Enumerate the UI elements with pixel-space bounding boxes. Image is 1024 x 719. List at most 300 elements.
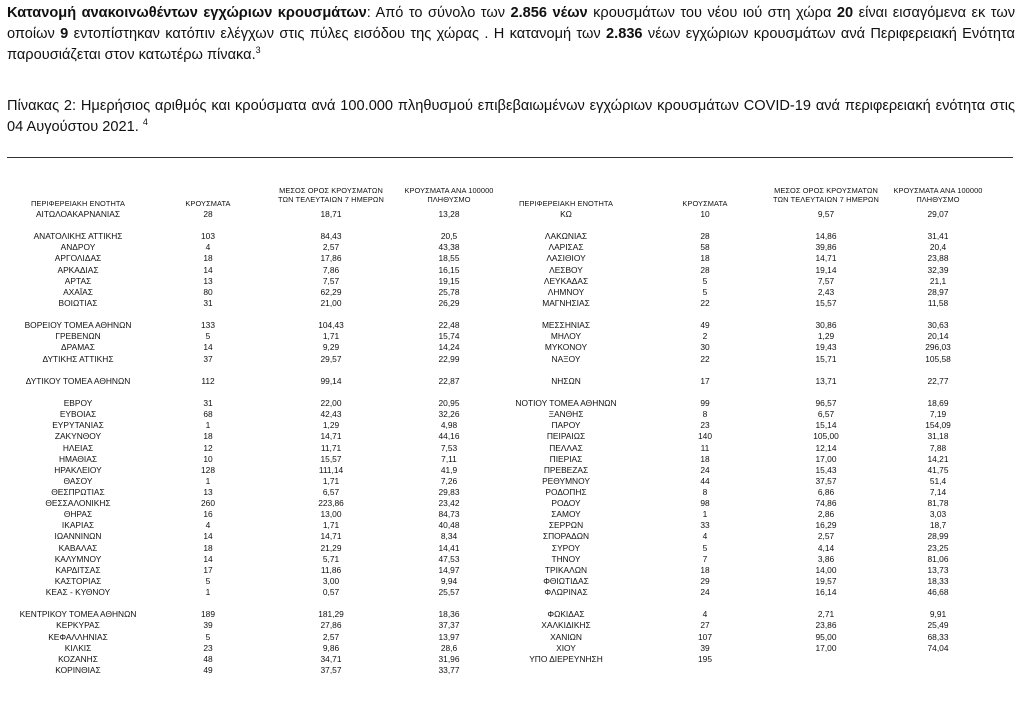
table-row [0, 633, 1024, 642]
right-region-name: ΛΕΥΚΑΔΑΣ [543, 275, 589, 286]
right-region-name: ΛΑΡΙΣΑΣ [548, 242, 584, 253]
left-cases-value: 13 [203, 487, 213, 497]
left-region-name: ΒΟΡΕΙΟΥ ΤΟΜΕΑ ΑΘΗΝΩΝ [24, 320, 132, 331]
right-cases-value: 28 [700, 231, 710, 242]
left-cases-value: 112 [201, 375, 215, 386]
left-region-name: ΚΑΣΤΟΡΙΑΣ [54, 575, 102, 586]
right-cases-value: 22 [700, 353, 710, 364]
left-cases-value: 10 [203, 453, 213, 464]
left-cases-value: 14 [203, 553, 213, 564]
right-region-name: ΠΙΕΡΙΑΣ [549, 453, 583, 464]
intro-text-4: εντοπίστηκαν κατόπιν ελέγχων στις πύλες εισόδου της χώρας . Η κατανομή των [68, 26, 607, 42]
right-cases-value: 5 [702, 542, 708, 553]
left-cases-value: 28 [203, 209, 213, 219]
right-cases-value: 4 [702, 609, 708, 620]
right-region-name: ΜΗΛΟΥ [550, 331, 582, 342]
table-row [0, 321, 1024, 330]
right-region-name: ΦΘΙΩΤΙΔΑΣ [543, 575, 589, 586]
table-row [0, 232, 1024, 241]
right-avg7-value: 17,00 [815, 453, 837, 464]
left-region-name: ΕΒΡΟΥ [63, 398, 93, 409]
right-region-name: ΜΕΣΣΗΝΙΑΣ [541, 320, 591, 331]
left-per100k-value: 28,6 [440, 642, 458, 653]
table-row [0, 355, 1024, 364]
right-per100k-value: 105,58 [925, 353, 951, 364]
right-avg7-value: 15,57 [815, 297, 837, 308]
left-per100k-value: 15,74 [438, 331, 460, 342]
left-cases-value: 68 [203, 409, 213, 420]
right-region-name: ΥΠΟ ΔΙΕΡΕΥΝΗΣΗ [529, 653, 603, 664]
right-per100k-value: 30,63 [927, 320, 949, 331]
right-per100k-value: 29,07 [927, 209, 949, 219]
right-avg7-value: 37,57 [815, 475, 837, 486]
right-per100k-value: 3,03 [929, 509, 947, 520]
right-avg7-value: 19,57 [815, 575, 837, 586]
right-avg7-value: 15,14 [815, 420, 837, 431]
left-per100k-value: 84,73 [438, 509, 460, 520]
left-avg7-value: 11,86 [320, 564, 342, 575]
right-cases-value: 10 [700, 209, 710, 219]
left-avg7-value: 2,57 [322, 242, 340, 253]
table-row [0, 210, 1024, 219]
left-per100k-value: 19,15 [438, 275, 460, 286]
table-row [0, 455, 1024, 464]
left-per100k-value: 40,48 [438, 520, 460, 531]
right-cases-value: 8 [702, 487, 708, 497]
table-row [0, 544, 1024, 553]
table-row [0, 510, 1024, 519]
left-avg7-value: 13,00 [320, 509, 342, 520]
right-avg7-value: 6,86 [817, 487, 835, 497]
right-avg7-value: 16,14 [815, 587, 837, 598]
right-cases-value: 107 [698, 631, 712, 642]
left-cases-value: 49 [203, 664, 213, 675]
right-avg7-value: 1,29 [817, 331, 835, 342]
left-avg7-value: 1,29 [322, 420, 340, 431]
right-per100k-value: 31,18 [927, 431, 949, 442]
right-avg7-value: 6,57 [817, 409, 835, 420]
left-region-name: ΕΥΡΥΤΑΝΙΑΣ [52, 420, 104, 431]
left-per100k-value: 37,37 [438, 620, 460, 631]
left-avg7-value: 1,71 [322, 331, 340, 342]
right-cases-value: 28 [700, 264, 710, 275]
left-avg7-value: 11,71 [320, 442, 342, 453]
right-per100k-value: 81,78 [927, 498, 949, 509]
table-row [0, 621, 1024, 630]
right-per100k-value: 51,4 [929, 475, 947, 486]
left-region-name: ΔΥΤΙΚΗΣ ΑΤΤΙΚΗΣ [42, 353, 114, 364]
table-row [0, 577, 1024, 586]
left-avg7-value: 0,57 [322, 587, 340, 598]
right-region-name: ΠΡΕΒΕΖΑΣ [543, 464, 589, 475]
left-avg7-value: 18,71 [320, 209, 342, 219]
right-avg7-value: 12,14 [815, 442, 837, 453]
left-avg7-value: 62,29 [320, 286, 342, 297]
right-cases-value: 29 [700, 575, 710, 586]
left-avg7-value: 17,86 [320, 253, 342, 264]
table-row [0, 566, 1024, 575]
right-region-name: ΣΥΡΟΥ [551, 542, 581, 553]
right-per100k-value: 31,41 [927, 231, 949, 242]
right-region-name: ΧΑΛΚΙΔΙΚΗΣ [541, 620, 591, 631]
right-per100k-value: 13,73 [927, 564, 949, 575]
left-per100k-value: 25,78 [438, 286, 460, 297]
right-per100k-value: 154,09 [925, 420, 951, 431]
right-cases-value: 7 [702, 553, 708, 564]
left-cases-value: 18 [203, 431, 213, 442]
left-per100k-value: 22,48 [438, 320, 460, 331]
table-row [0, 410, 1024, 419]
right-region-name: ΜΥΚΟΝΟΥ [544, 342, 588, 353]
right-cases-value: 1 [702, 509, 708, 520]
left-per100k-value: 9,94 [440, 575, 458, 586]
left-region-name: ΗΛΕΙΑΣ [62, 442, 94, 453]
right-per100k-value: 23,88 [927, 253, 949, 264]
right-avg7-value: 17,00 [815, 642, 837, 653]
right-per100k-value: 14,21 [927, 453, 949, 464]
right-region-name: ΧΑΝΙΩΝ [550, 631, 582, 642]
left-region-name: ΙΚΑΡΙΑΣ [61, 520, 95, 531]
right-avg7-value: 19,43 [815, 342, 837, 353]
table-row [0, 444, 1024, 453]
header-per100k-right [863, 186, 1013, 204]
left-region-name: ΘΑΣΟΥ [63, 475, 93, 486]
left-avg7-value: 84,43 [320, 231, 342, 242]
left-avg7-value: 99,14 [320, 375, 342, 386]
left-region-name: ΔΡΑΜΑΣ [61, 342, 95, 353]
table-row [0, 532, 1024, 541]
right-region-name: ΜΑΓΝΗΣΙΑΣ [542, 297, 590, 308]
table-row [0, 466, 1024, 475]
table-row [0, 277, 1024, 286]
right-cases-value: 58 [700, 242, 710, 253]
right-per100k-value: 32,39 [927, 264, 949, 275]
right-per100k-value: 21,1 [929, 275, 947, 286]
table-row [0, 288, 1024, 297]
table-row [0, 610, 1024, 619]
left-cases-value: 1 [205, 420, 211, 431]
left-cases-value: 48 [203, 653, 213, 664]
right-per100k-value: 11,58 [927, 297, 949, 308]
left-cases-value: 31 [203, 398, 213, 409]
left-avg7-value: 2,57 [322, 631, 340, 642]
left-per100k-value: 13,97 [438, 631, 460, 642]
left-region-name: ΒΟΙΩΤΙΑΣ [58, 297, 98, 308]
left-region-name: ΚΕΝΤΡΙΚΟΥ ΤΟΜΕΑ ΑΘΗΝΩΝ [19, 609, 137, 620]
table-row [0, 666, 1024, 675]
right-region-name: ΣΕΡΡΩΝ [548, 520, 584, 531]
right-cases-value: 5 [702, 286, 708, 297]
left-cases-value: 133 [201, 320, 215, 331]
table-row [0, 254, 1024, 263]
left-region-name: ΚΟΡΙΝΘΙΑΣ [55, 664, 101, 675]
left-cases-value: 5 [205, 331, 211, 342]
left-avg7-value: 7,86 [322, 264, 340, 275]
left-region-name: ΚΑΛΥΜΝΟΥ [54, 553, 102, 564]
left-per100k-value: 8,34 [440, 531, 458, 542]
right-cases-value: 4 [702, 531, 708, 542]
right-cases-value: 30 [700, 342, 710, 353]
right-per100k-value: 20,4 [929, 242, 947, 253]
left-per100k-value: 47,53 [438, 553, 460, 564]
table-caption [7, 96, 1015, 138]
right-cases-value: 39 [700, 642, 710, 653]
left-avg7-value: 14,71 [320, 431, 342, 442]
right-per100k-value: 68,33 [927, 631, 949, 642]
intro-text-5: νέων εγχώριων κρουσμάτων ανά Περιφερειακή Ενότητα παρουσιάζεται στον κατωτέρω πίνακα. [7, 26, 1015, 63]
right-avg7-value: 2,43 [817, 286, 835, 297]
right-per100k-value: 41,75 [927, 464, 949, 475]
left-per100k-value: 25,57 [438, 587, 460, 598]
table-row [0, 488, 1024, 497]
header-per100k-left-line: ΚΡΟΥΣΜΑΤΑ ΑΝΑ 100000 [404, 186, 494, 195]
right-avg7-value: 9,57 [817, 209, 835, 219]
left-cases-value: 18 [203, 542, 213, 553]
left-cases-value: 5 [205, 575, 211, 586]
right-cases-value: 22 [700, 297, 710, 308]
left-cases-value: 39 [203, 620, 213, 631]
intro-text-2: κρουσμάτων του νέου ιού στη χώρα [587, 5, 837, 21]
left-per100k-value: 18,55 [438, 253, 460, 264]
left-cases-value: 31 [203, 297, 213, 308]
intro-heading: Κατανομή ανακοινωθέντων εγχώριων κρουσμάτων [7, 5, 367, 21]
left-region-name: ΑΡΚΑΔΙΑΣ [57, 264, 99, 275]
right-cases-value: 5 [702, 275, 708, 286]
left-avg7-value: 9,86 [322, 642, 340, 653]
left-per100k-value: 14,97 [438, 564, 460, 575]
right-per100k-value: 46,68 [927, 587, 949, 598]
left-avg7-value: 37,57 [320, 664, 342, 675]
right-avg7-value: 30,86 [815, 320, 837, 331]
right-region-name: ΝΑΞΟΥ [551, 353, 581, 364]
right-region-name: ΧΙΟΥ [556, 642, 576, 653]
left-per100k-value: 33,77 [438, 664, 460, 675]
right-per100k-value: 28,97 [927, 286, 949, 297]
left-region-name: ΗΜΑΘΙΑΣ [58, 453, 98, 464]
left-cases-value: 23 [203, 642, 213, 653]
left-per100k-value: 29,83 [438, 487, 460, 497]
left-avg7-value: 7,57 [322, 275, 340, 286]
right-region-name: ΠΕΛΛΑΣ [549, 442, 583, 453]
left-cases-value: 14 [203, 531, 213, 542]
right-avg7-value: 7,57 [817, 275, 835, 286]
left-cases-value: 4 [205, 242, 211, 253]
right-avg7-value: 2,71 [817, 609, 835, 620]
right-cases-value: 140 [698, 431, 712, 442]
caption-text: Πίνακας 2: Ημερήσιος αριθμός και κρούσματα ανά 100.000 πληθυσμού επιβεβαιωμένων εγχώριων κρουσμάτων COVID-19 ανά περιφερειακή ενότητα στις 04 Αυγούστου 2021. [7, 98, 1015, 135]
table-top-rule [7, 157, 1013, 158]
header-cases-left-line: ΚΡΟΥΣΜΑΤΑ [185, 199, 231, 208]
right-avg7-value: 105,00 [813, 431, 839, 442]
left-region-name: ΚΕΡΚΥΡΑΣ [56, 620, 100, 631]
left-cases-value: 18 [203, 253, 213, 264]
left-avg7-value: 181,29 [318, 609, 344, 620]
right-cases-value: 195 [698, 653, 712, 664]
header-per100k-left-line: ΠΛΗΘΥΣΜΟ [427, 195, 471, 204]
table-row [0, 243, 1024, 252]
left-avg7-value: 22,00 [320, 398, 342, 409]
right-cases-value: 2 [702, 331, 708, 342]
right-region-name: ΣΑΜΟΥ [551, 509, 581, 520]
left-cases-value: 13 [203, 275, 213, 286]
right-cases-value: 24 [700, 587, 710, 598]
left-cases-value: 14 [203, 264, 213, 275]
intro-bold-1: 2.856 νέων [510, 5, 588, 21]
intro-text-3: είναι εισαγόμενα εκ των οποίων [7, 5, 1016, 42]
intro-bold-3: 9 [60, 26, 69, 42]
left-avg7-value: 9,29 [322, 342, 340, 353]
right-region-name: ΤΗΝΟΥ [551, 553, 581, 564]
right-per100k-value: 81,06 [927, 553, 949, 564]
intro-footnote-ref: 3 [255, 45, 261, 56]
right-avg7-value: 15,71 [815, 353, 837, 364]
right-cases-value: 33 [700, 520, 710, 531]
left-per100k-value: 22,99 [438, 353, 460, 364]
left-avg7-value: 5,71 [322, 553, 340, 564]
left-region-name: ΘΗΡΑΣ [63, 509, 93, 520]
right-region-name: ΣΠΟΡΑΔΩΝ [542, 531, 590, 542]
caption-footnote-ref: 4 [142, 117, 148, 128]
right-cases-value: 24 [700, 464, 710, 475]
left-avg7-value: 14,71 [320, 531, 342, 542]
left-per100k-value: 7,11 [441, 453, 457, 464]
left-region-name: ΘΕΣΠΡΩΤΙΑΣ [51, 487, 105, 497]
right-cases-value: 18 [700, 564, 710, 575]
right-avg7-value: 14,71 [815, 253, 837, 264]
left-region-name: ΔΥΤΙΚΟΥ ΤΟΜΕΑ ΑΘΗΝΩΝ [25, 375, 131, 386]
right-avg7-value: 14,86 [815, 231, 837, 242]
header-avg7-right-line: ΤΩΝ ΤΕΛΕΥΤΑΙΩΝ 7 ΗΜΕΡΩΝ [773, 195, 879, 204]
left-avg7-value: 104,43 [318, 320, 344, 331]
left-avg7-value: 15,57 [320, 453, 342, 464]
intro-text-1: : Από το σύνολο των [366, 5, 511, 21]
left-avg7-value: 29,57 [320, 353, 342, 364]
right-cases-value: 18 [700, 453, 710, 464]
header-cases-right-line: ΚΡΟΥΣΜΑΤΑ [682, 199, 728, 208]
table-row [0, 644, 1024, 653]
left-per100k-value: 22,87 [438, 375, 460, 386]
right-avg7-value: 13,71 [815, 375, 837, 386]
right-avg7-value: 4,14 [817, 542, 835, 553]
right-per100k-value: 7,19 [929, 409, 947, 420]
right-cases-value: 99 [700, 398, 710, 409]
right-region-name: ΝΟΤΙΟΥ ΤΟΜΕΑ ΑΘΗΝΩΝ [515, 398, 617, 409]
left-avg7-value: 6,57 [322, 487, 340, 497]
right-avg7-value: 15,43 [815, 464, 837, 475]
table-row [0, 477, 1024, 486]
left-per100k-value: 44,16 [438, 431, 460, 442]
right-cases-value: 44 [700, 475, 710, 486]
right-avg7-value: 95,00 [815, 631, 837, 642]
header-avg7-right-line: ΜΕΣΟΣ ΟΡΟΣ ΚΡΟΥΣΜΑΤΩΝ [774, 186, 878, 195]
right-cases-value: 23 [700, 420, 710, 431]
left-avg7-value: 1,71 [322, 475, 340, 486]
header-region-right-line: ΠΕΡΙΦΕΡΕΙΑΚΗ ΕΝΟΤΗΤΑ [519, 199, 613, 208]
right-cases-value: 27 [700, 620, 710, 631]
header-region-left [3, 199, 153, 208]
left-cases-value: 12 [203, 442, 213, 453]
left-per100k-value: 16,15 [438, 264, 460, 275]
left-region-name: ΑΝΑΤΟΛΙΚΗΣ ΑΤΤΙΚΗΣ [33, 231, 123, 242]
right-cases-value: 8 [702, 409, 708, 420]
left-per100k-value: 7,53 [440, 442, 458, 453]
right-avg7-value: 3,86 [817, 553, 835, 564]
left-region-name: ΚΕΑΣ - ΚΥΘΝΟΥ [45, 587, 111, 598]
table-row [0, 555, 1024, 564]
right-avg7-value: 2,57 [817, 531, 835, 542]
right-region-name: ΦΩΚΙΔΑΣ [547, 609, 585, 620]
table-row [0, 343, 1024, 352]
left-cases-value: 128 [201, 464, 215, 475]
left-region-name: ΚΕΦΑΛΛΗΝΙΑΣ [48, 631, 108, 642]
table-row [0, 332, 1024, 341]
left-per100k-value: 43,38 [438, 242, 460, 253]
intro-bold-4: 2.836 [606, 26, 643, 42]
left-avg7-value: 223,86 [318, 498, 344, 509]
right-cases-value: 98 [700, 498, 710, 509]
right-avg7-value: 23,86 [815, 620, 837, 631]
left-region-name: ΗΡΑΚΛΕΙΟΥ [54, 464, 102, 475]
right-avg7-value: 2,86 [817, 509, 835, 520]
header-region-left-line: ΠΕΡΙΦΕΡΕΙΑΚΗ ΕΝΟΤΗΤΑ [31, 199, 125, 208]
left-per100k-value: 20,5 [440, 231, 458, 242]
left-cases-value: 80 [203, 286, 213, 297]
right-avg7-value: 74,86 [815, 498, 837, 509]
right-region-name: ΛΑΚΩΝΙΑΣ [544, 231, 588, 242]
right-region-name: ΛΗΜΝΟΥ [547, 286, 585, 297]
left-per100k-value: 23,42 [438, 498, 460, 509]
left-avg7-value: 42,43 [320, 409, 342, 420]
left-per100k-value: 31,96 [438, 653, 460, 664]
header-per100k-right-line: ΚΡΟΥΣΜΑΤΑ ΑΝΑ 100000 [893, 186, 983, 195]
table-row [0, 588, 1024, 597]
left-per100k-value: 7,26 [440, 475, 458, 486]
right-per100k-value: 18,33 [927, 575, 949, 586]
left-avg7-value: 21,00 [320, 297, 342, 308]
left-region-name: ΚΙΛΚΙΣ [64, 642, 92, 653]
left-per100k-value: 18,36 [438, 609, 460, 620]
left-per100k-value: 13,28 [438, 209, 460, 219]
right-per100k-value: 25,49 [927, 620, 949, 631]
right-per100k-value: 28,99 [927, 531, 949, 542]
table-row [0, 421, 1024, 430]
left-region-name: ΑΡΤΑΣ [64, 275, 92, 286]
left-region-name: ΖΑΚΥΝΘΟΥ [54, 431, 102, 442]
table-row [0, 655, 1024, 664]
right-avg7-value: 96,57 [815, 398, 837, 409]
right-avg7-value: 19,14 [815, 264, 837, 275]
right-per100k-value: 23,25 [927, 542, 949, 553]
left-per100k-value: 26,29 [438, 297, 460, 308]
header-avg7-left-line: ΤΩΝ ΤΕΛΕΥΤΑΙΩΝ 7 ΗΜΕΡΩΝ [278, 195, 384, 204]
header-per100k-right-line: ΠΛΗΘΥΣΜΟ [916, 195, 960, 204]
left-cases-value: 14 [203, 342, 213, 353]
right-avg7-value: 39,86 [815, 242, 837, 253]
right-avg7-value: 16,29 [815, 520, 837, 531]
table-row [0, 399, 1024, 408]
left-avg7-value: 34,71 [320, 653, 342, 664]
right-cases-value: 17 [700, 375, 710, 386]
table-row [0, 266, 1024, 275]
left-region-name: ΑΡΓΟΛΙΔΑΣ [54, 253, 102, 264]
right-per100k-value: 7,88 [929, 442, 947, 453]
left-region-name: ΑΧΑΪΑΣ [63, 286, 93, 297]
left-cases-value: 260 [201, 498, 215, 509]
left-cases-value: 189 [201, 609, 215, 620]
left-region-name: ΑΙΤΩΛΟΑΚΑΡΝΑΝΙΑΣ [35, 209, 121, 219]
right-per100k-value: 7,14 [929, 487, 947, 497]
right-region-name: ΠΕΙΡΑΙΩΣ [546, 431, 586, 442]
